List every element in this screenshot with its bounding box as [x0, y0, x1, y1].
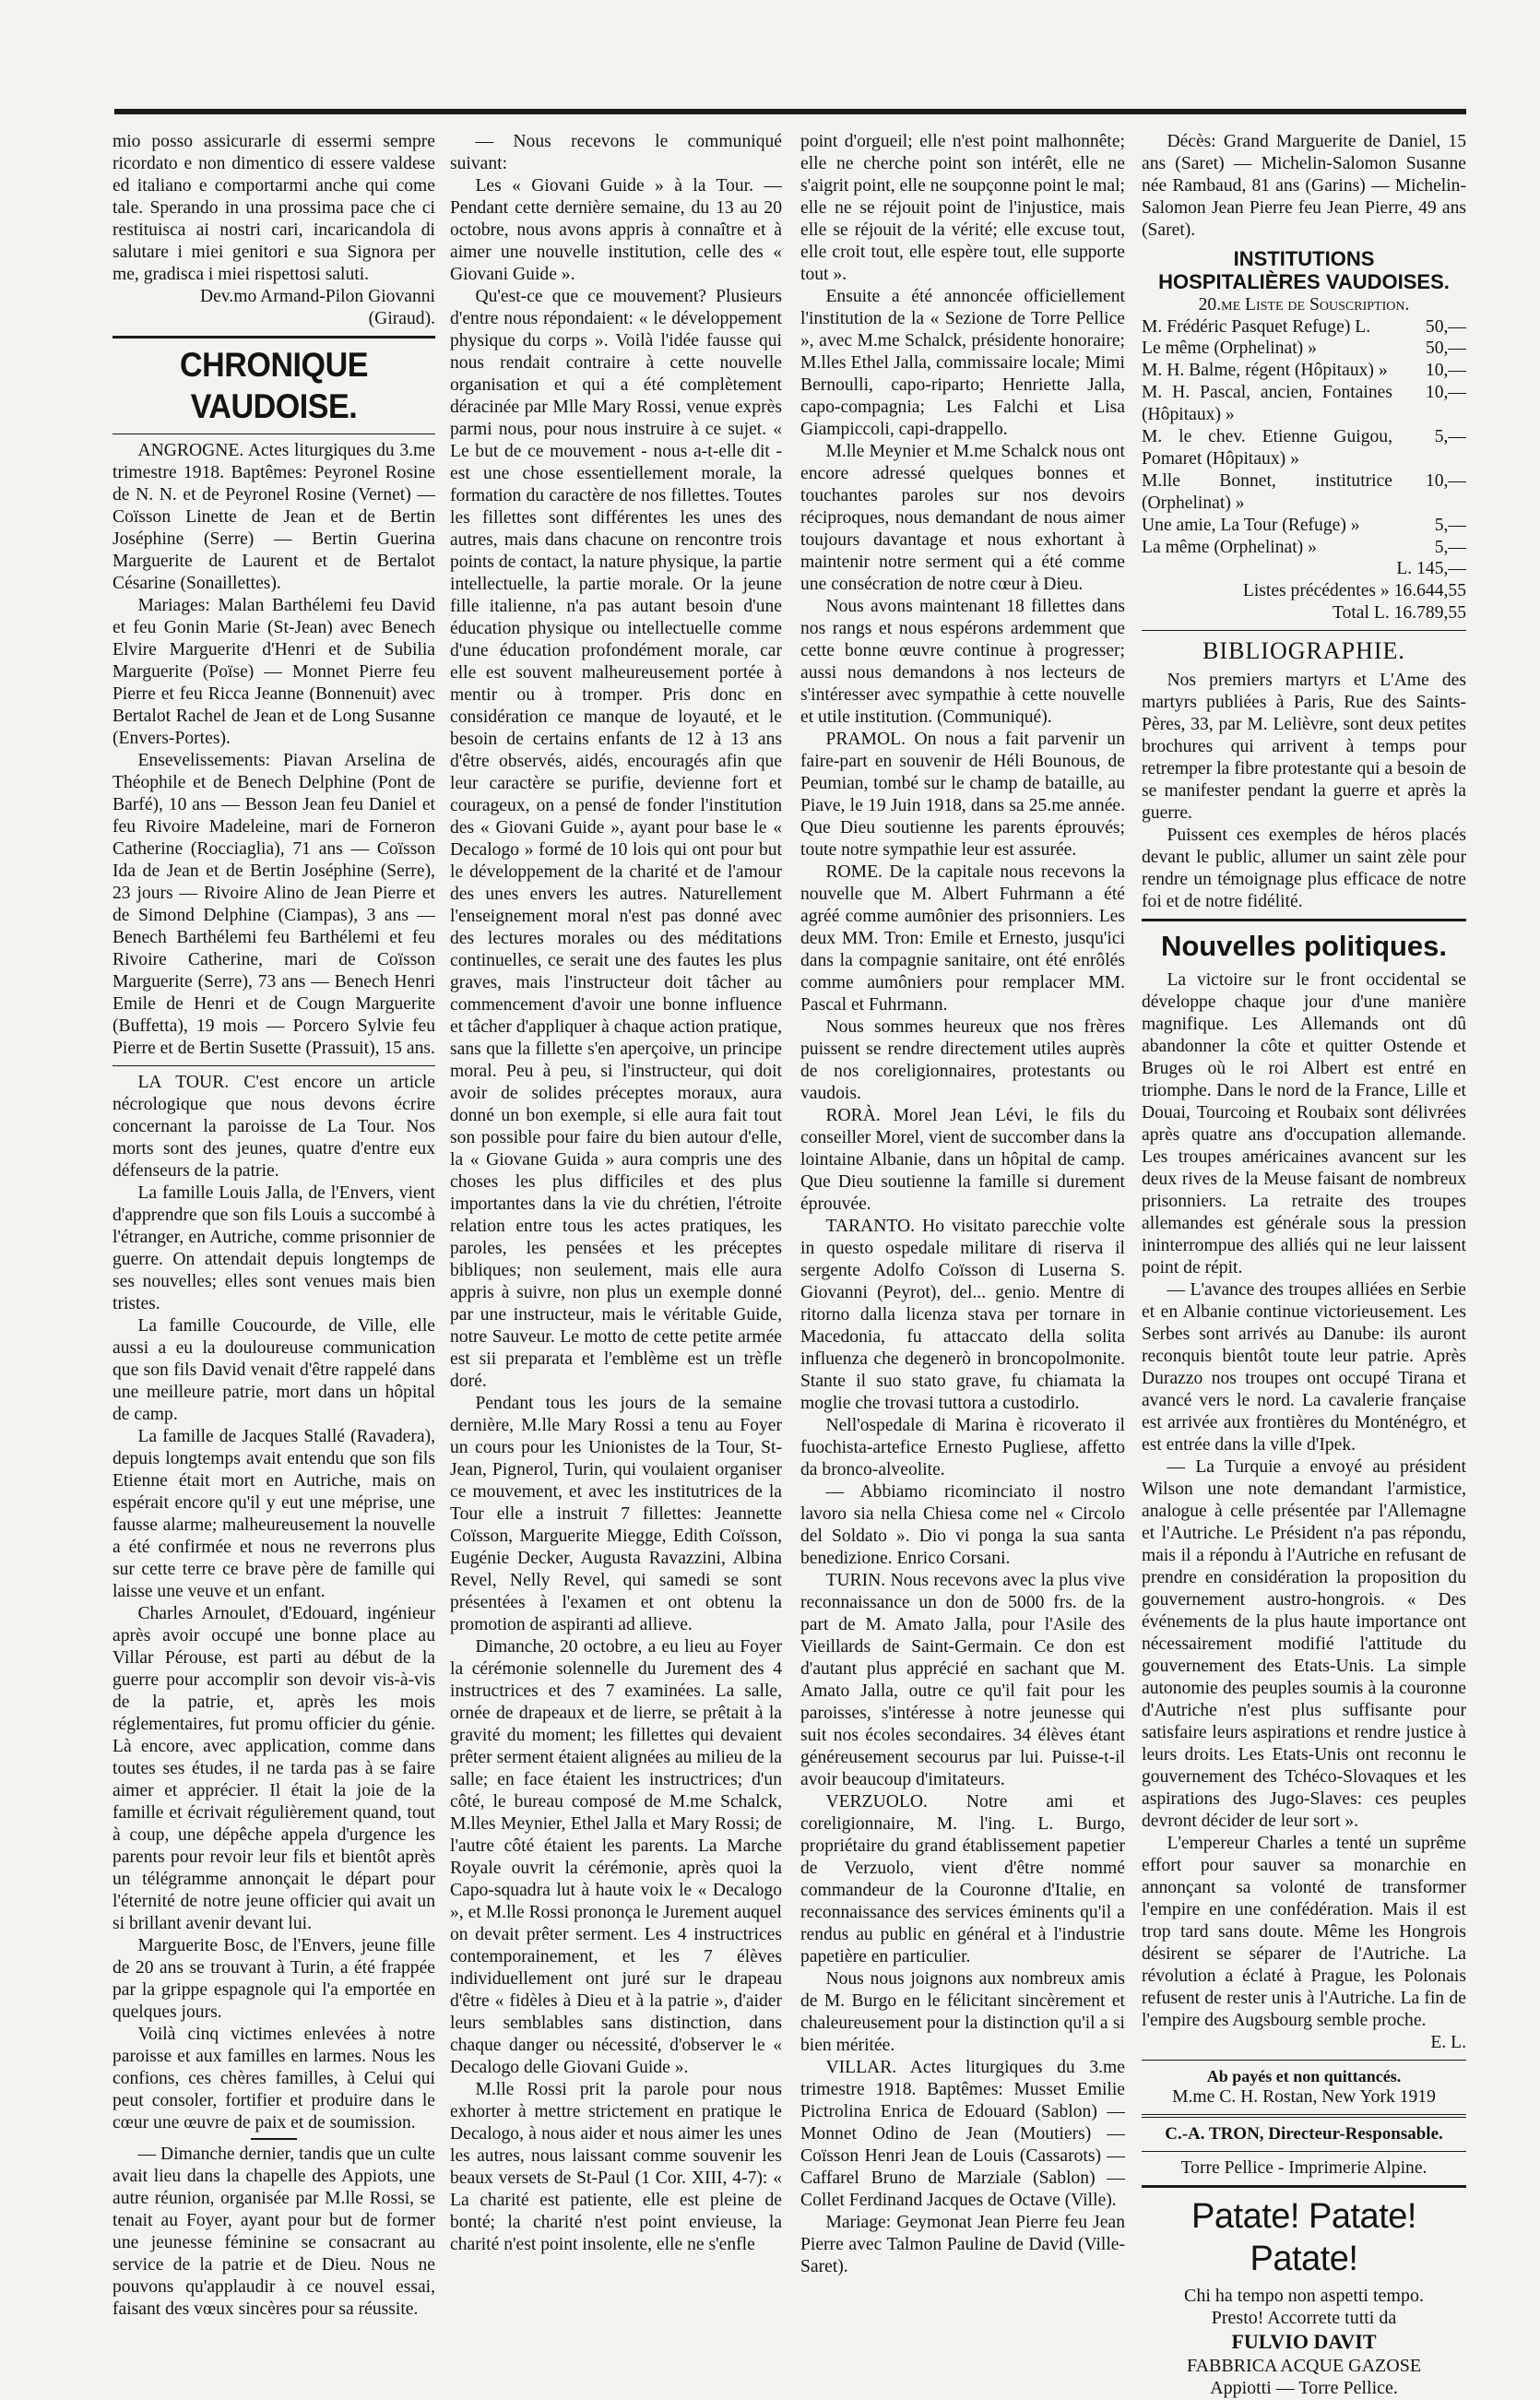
- article-paragraph: — Dimanche dernier, tandis que un culte avait lieu dans la chapelle des Appiots, une autre réunion, organisée par M.lle Rossi, se tenait au Foyer, ayant pour but de former une jeunesse féminine se consacrant au service de la patrie et de Dieu. Nous ne pouvons qu'applaudir à ce nouvel essai, faisant des vœux sincères pour sa réussite.: [113, 2144, 435, 2319]
- article-paragraph: La famille Louis Jalla, de l'Envers, vient d'apprendre que son fils Louis a succombé à l'étranger, en Autriche, comme prisonnier de guerre. On attendait depuis longtemps de ses nouvelles; elles sont venues mais bien tristes.: [113, 1182, 435, 1313]
- article-paragraph: PRAMOL. On nous a fait parvenir un faire-part en souvenir de Héli Bounous, de Peumian, tombé sur le champ de bataille, au Piave, le 19 Juin 1918, dans sa 25.me année. Que Dieu soutienne les parents éprouvés; toute notre sympathie leur est assurée.: [800, 730, 1125, 860]
- divider: [1142, 2060, 1466, 2061]
- divider: [113, 1065, 435, 1066]
- subscription-row: M. le chev. Etienne Guigou, Pomaret (Hôpitaux) » 5,—: [1142, 427, 1466, 469]
- grand-total: Total L. 16.789,55: [1332, 603, 1466, 624]
- article-paragraph: Ensevelissements: Piavan Arselina de Théophile et de Benech Delphine (Pont de Barfé), 10 ans — Besson Jean feu Daniel et feu Rivoire Madeleine, mari de Forneron Catherine (Rocciaglia), 71 ans — Coïsson Ida de Jean et de Bertin Joséphine (Serre), 23 jours — Rivoire Alino de Jean Pierre et de Simond Delphine (Ciampas), 3 ans — Benech Barthélemi feu Barthélemi et feu Rivoire Catherine, mari de Coïsson Marguerite (Serre), 73 ans — Benech Henri Emile de Henri et de Cougn Marguerite (Buffetta), 19 mois — Porcero Sylvie feu Pierre et de Bertin Susette (Prassuit), 15 ans.: [113, 750, 435, 1058]
- article-paragraph: Charles Arnoulet, d'Edouard, ingénieur après avoir occupé une bonne place au Villar Pérouse, est parti au début de la guerre pour accomplir son devoir vis-à-vis de la patrie, et, après les mois réglementaires, fut promu officier du génie. Là encore, avec application, comme dans toutes ses études, il ne tarda pas à se faire aimer et apprécier. Il était la joie de la famille et écrivait régulièrement quand, tout à coup, une dépêche appela d'urgence les parents pour revoir leur fils et bientôt après un télégramme annonçait le départ pour l'éternité de notre jeune officier qui avait un si brillant avenir devant lui.: [113, 1603, 435, 1933]
- article-paragraph: Nous sommes heureux que nos frères puissent se rendre directement utiles auprès de nos coreligionnaires, protestants ou vaudois.: [800, 1017, 1125, 1103]
- news-signature: E. L.: [1430, 2033, 1466, 2053]
- column-1: [113, 131, 435, 2321]
- column-3: [800, 131, 1125, 2278]
- subtotal: L. 145,—: [1396, 559, 1466, 579]
- subscription-row: M.lle Bonnet, institutrice (Orphelinat) » 10,—: [1142, 470, 1466, 513]
- article-paragraph: — Abbiamo ricominciato il nostro lavoro sia nella Chiesa come nel « Circolo del Soldato ». Dio vi ponga la sua santa benedizione. Enrico Corsani.: [800, 1482, 1125, 1568]
- ad-name: FULVIO DAVIT: [1231, 2329, 1377, 2353]
- subscription-list-title: 20.me Liste de Souscription.: [1198, 294, 1410, 315]
- subscription-row: Le même (Orphelinat) » 50,—: [1142, 339, 1466, 359]
- article-paragraph: M.lle Meynier et M.me Schalck nous ont encore adressé quelques bonnes et touchantes paroles sur nos devoirs réciproques, nous demandant de nous aimer toujours davantage et nous exhortant à maintenir notre serment qui a été comme une consécration de notre cœur à Dieu.: [800, 442, 1125, 594]
- divider: [1142, 2185, 1466, 2188]
- top-rule: [114, 109, 1466, 114]
- article-paragraph: Marguerite Bosc, de l'Envers, jeune fille de 20 ans se trouvant à Turin, a été frappée par la grippe espagnole qui l'a emportée en quelques jours.: [113, 1935, 435, 2022]
- institutions-title-line2: HOSPITALIÈRES VAUDOISES.: [1158, 270, 1450, 294]
- ab-line: M.me C. H. Rostan, New York 1919: [1172, 2087, 1436, 2108]
- ab-title: Ab payés et non quittancés.: [1206, 2067, 1402, 2086]
- article-paragraph: VERZUOLO. Notre ami et coreligionnaire, M. l'ing. L. Burgo, propriétaire du grand établissement papetier de Verzuolo, vient d'être nommé commandeur de la Couronne d'Italie, en reconnaissance des services éminents qu'il a rendus au public en général et à l'industrie papetière en particulier.: [800, 1792, 1125, 1966]
- ad-line: Chi ha tempo non aspetti tempo.: [1184, 2285, 1424, 2306]
- bib-paragraph: Puissent ces exemples de héros placés devant le public, allumer un saint zèle pour rendre un témoignage plus efficace de notre foi et de notre fidélité.: [1142, 826, 1466, 912]
- subscription-list: [1142, 316, 1466, 559]
- article-paragraph: TARANTO. Ho visitato parecchie volte in questo ospedale militare di riserva il sergente Adolfo Coïsson di Luserna S. Giovanni (Peyrot), del... genio. Mentre di ritorno dalla licenza stava per tornare in Macedonia, fu attaccato della solita influenza che degenerò in broncopolmonite. Stante il suo stato grave, fu chiamata la moglie che trovasi tuttora a custodirlo.: [800, 1217, 1125, 1413]
- short-separator: [251, 2138, 297, 2140]
- article-paragraph: ROME. De la capitale nous recevons la nouvelle que M. Albert Fuhrmann a été agréé comme aumônier des prisonniers. Les deux MM. Tron: Emile et Ernesto, jusqu'ici dans la compagnie sanitaire, ont été enrôlés comme aumôniers pour remplacer MM. Pascal et Fuhrmann.: [800, 862, 1125, 1015]
- article-paragraph: La famille de Jacques Stallé (Ravadera), depuis longtemps avait entendu que son fils Etienne était mort en Autriche, mais on espérait encore qu'il y eut une méprise, une fausse alarme; malheureusement la nouvelle a été confirmée et nous ne reverrons plus sur cette terre ce brave père de famille qui laisse une veuve et un enfant.: [113, 1426, 435, 1601]
- deces-paragraph: Décès: Grand Marguerite de Daniel, 15 ans (Saret) — Michelin-Salomon Susanne née Rambaud, 81 ans (Garins) — Michelin-Salomon Jean Pierre feu Jean Pierre, 49 ans (Saret).: [1142, 132, 1466, 240]
- director-line: C.-A. TRON, Directeur-Responsable.: [1165, 2124, 1443, 2145]
- article-paragraph: Qu'est-ce que ce mouvement? Plusieurs d'entre nous répondaient: « le développement physique du corps ». Voilà l'idée fausse qui nous rendait contraire à cette nouvelle organisation et qui a été complètement déracinée par Mlle Mary Rossi, venue exprès parmi nous, pour nous instruire à ce sujet. « Le but de ce mouvement - nous a-t-elle dit - est une chose essentiellement morale, la formation du caractère de nos fillettes. Toutes les fillettes sont différentes les unes des autres, mais dans chacune on rencontre trois points de contact, la nature physique, la partie intellectuelle, la partie morale. Or la jeune fille italienne, n'a pas autant besoin d'une éducation physique ou intellectuelle comme d'une éducation profondément morale, car elle est souvent malheureusement portée à mentir ou à tromper. Pris donc en considération ce manque de loyauté, et le besoin de certains enfants de 12 à 13 ans d'être observés, aidés, encouragés afin que leur caractère se purifie, devienne fort et courageux, on a pensé de fonder l'institution des « Giovani Guide », ayant pour base le « Decalogo » formé de 10 lois qui ont pour but le développement de la charité et de l'amour des unes envers les autres. Naturellement l'enseignement moral n'est pas donné avec des lectures morales ou des méditations continuelles, ce serait une des fautes les plus graves, mais l'instructeur doit tâcher au commencement d'avoir une bonne influence et tâcher d'appliquer à chaque action pratique, sans que la fillette s'en aperçoive, un principe moral. Peu à peu, si l'instructeur, qui doit avoir de solides préceptes moraux, aura donné un bon exemple, si elle aura fait tout son possible pour faire du bien autour d'elle, la « Giovane Guida » aura compris une des choses les plus difficiles et des plus importantes dans la vie du chrétien, l'étroite relation entre tous les actes pratiques, les paroles, les pensées et les préceptes bibliques; non seulement, mais elle aura appris à suivre, non plus un exemple donné par une instructeur, mais le véritable Guide, notre Sauveur. Le motto de cette petite armée est sii preparata et l'emblème est un trèfle doré.: [450, 287, 782, 1391]
- subscription-row: M. H. Balme, régent (Hôpitaux) » 10,—: [1142, 361, 1466, 381]
- article-paragraph: Nous avons maintenant 18 fillettes dans nos rangs et nous espérons ardemment que cette bonne œuvre continue à progresser; aussi nous demandons à nos lecteurs de s'intéresser avec sympathie à cette nouvelle et utile institution. (Communiqué).: [800, 597, 1125, 727]
- divider: [1142, 630, 1466, 631]
- divider: [1142, 2114, 1466, 2118]
- divider: [1142, 2151, 1466, 2152]
- article-paragraph: VILLAR. Actes liturgiques du 3.me trimestre 1918. Baptêmes: Musset Emilie Pictrolina Enrica de Edouard (Sablon) — Monnet Odino de Jean (Moutiers) — Coïsson Henri Jean de Louis (Cassarots) — Caffarel Bruno de Marziale (Sablon) — Collet Ferdinand Jacques de Octave (Ville).: [800, 2058, 1125, 2210]
- subscription-row: La même (Orphelinat) » 5,—: [1142, 537, 1466, 557]
- institutions-title-line1: INSTITUTIONS: [1233, 247, 1375, 270]
- article-paragraph: Mariages: Malan Barthélemi feu David et feu Gonin Marie (St-Jean) avec Benech Elvire Marguerite d'Henri et de Subilia Marguerite (Poïse) — Monnet Pierre feu Pierre et feu Ricca Jeanne (Bonnenuit) avec Bertalot Rachel de Jean et de Long Susanne (Envers-Portes).: [113, 595, 435, 748]
- article-paragraph: ANGROGNE. Actes liturgiques du 3.me trimestre 1918. Baptêmes: Peyronel Rosine de N. N. et de Peyronel Rosine (Vernet) — Coïsson Linette de Jean et de Bertin Joséphine (Serre) — Bertin Guerina Marguerite de Laurent et de Bertalot Césarine (Sonaillettes).: [113, 440, 435, 593]
- chronique-heading: CHRONIQUE VAUDOISE.: [180, 346, 368, 426]
- article-paragraph: Ensuite a été annoncée officiellement l'institution de la « Sezione de Torre Pellice », avec M.me Schalck, présidente honoraire; M.lles Ethel Jalla, commissaire locale; Mimi Bernoulli, capo-riparto; Henriette Jalla, capo-compagnia; Les Falchi et Lisa Giampiccoli, capi-drappello.: [800, 287, 1125, 439]
- article-paragraph: Voilà cinq victimes enlevées à notre paroisse et aux familles en larmes. Nous les confions, ces chères familles, à Celui qui peut consoler, fortifier et produire dans le cœur une œuvre de paix et de soumission.: [113, 2024, 435, 2133]
- news-paragraph: — L'avance des troupes alliées en Serbie et en Albanie continue victorieusement. Les Serbes sont arrivés au Danube: ils auront reconquis bientôt toute leur patrie. Après Durazzo nos troupes ont occupé Tirana et avancé vers le nord. La cavalerie française est arrivée aux frontières du Monténégro, et est entrée dans la ville d'Ipek.: [1142, 1280, 1466, 1455]
- news-paragraph: — La Turquie a envoyé au président Wilson une note demandant l'armistice, analogue à celle présentée par l'Allemagne et l'Autriche. Le Président n'a pas répondu, mais il a répondu à l'Autriche en refusant de prendre en considération la proposition du gouvernement austro-hongrois. « Des événements de la plus haute importance ont nécessairement modifié l'attitude du gouvernement des Etats-Unis. La simple autonomie des peuples soumis à la couronne d'Autriche n'est plus suffisante pour satisfaire leurs aspirations et rendre justice à leurs droits. Les Etats-Unis ont reconnu le gouvernement des Tchéco-Slovaques et les aspirations des Jugo-Slaves: ces peuples devront décider de leur sort ».: [1142, 1457, 1466, 1832]
- subscription-row: M. Frédéric Pasquet Refuge) L. 50,—: [1142, 316, 1466, 337]
- article-paragraph: Pendant tous les jours de la semaine dernière, M.lle Mary Rossi a tenu au Foyer un cours pour les Unionistes de la Tour, St-Jean, Pignerol, Turin, qui voulaient organiser ce mouvement, et avec les institutrices de la Tour elle a instruit 7 fillettes: Jeannette Coïsson, Marguerite Miegge, Edith Coïsson, Eugénie Decker, Augusta Ravazzini, Albina Revel, Nelly Revel, qui samedi se sont présentées à l'examen et ont obtenu la promotion de aspiranti ad allieve.: [450, 1394, 782, 1634]
- article-paragraph: point d'orgueil; elle n'est point malhonnête; elle ne cherche point son intérêt, elle ne s'aigrit point, elle ne soupçonne point le mal; elle ne se réjouit point de l'injustice, mais elle se réjouit de la vérité; elle excuse tout, elle croit tout, elle espère tout, elle supporte tout ».: [800, 132, 1125, 284]
- letter-ending: mio posso assicurarle di essermi sempre ricordato e non dimentico di essere valdese ed italiano e comportarmi anche qui come tale. Sperando in una prossima pace che ci restituisca ai nostri cari, incaricandola di salutare i miei genitori e sua Signora per me, gradisca i miei rispettosi saluti.: [113, 132, 435, 284]
- article-paragraph: LA TOUR. C'est encore un article nécrologique que nous devons écrire concernant la paroisse de La Tour. Nos morts sont des jeunes, quatre d'entre eux défenseurs de la patrie.: [113, 1072, 435, 1181]
- letter-signature: Dev.mo Armand-Pilon Giovanni: [199, 287, 435, 306]
- article-paragraph: Mariage: Geymonat Jean Pierre feu Jean Pierre avec Talmon Pauline de David (Ville-Saret).: [800, 2213, 1125, 2276]
- article-paragraph: RORÀ. Morel Jean Lévi, le fils du conseiller Morel, vient de succomber dans la lointaine Albanie, dans un hôpital de camp. Que Dieu soutienne la famille si durement éprouvée.: [800, 1106, 1125, 1214]
- article-paragraph: Nous nous joignons aux nombreux amis de M. Burgo en le félicitant sincèrement et chaleureusement pour la distinction qu'il a si bien méritée.: [800, 1969, 1125, 2055]
- article-paragraph: M.lle Rossi prit la parole pour nous exhorter à mettre strictement en pratique le Decalogo, à nous aider et nous aimer les unes les autres, nous laissant comme souvenir les beaux versets de St-Paul (1 Cor. XIII, 4-7): « La charité est patiente, elle est pleine de bonté; la charité n'est point envieuse, la charité n'est point insolente, elle ne s'enfle: [450, 2080, 782, 2254]
- news-paragraph: L'empereur Charles a tenté un suprême effort pour sauver sa monarchie en annonçant sa volonté de transformer l'empire en une confédération. Mais il est trop tard sans doute. Même les Hongrois désirent se séparer de l'Autriche. La révolution a éclaté à Prague, les Polonais refusent de rester unis à l'Autriche. La fin de l'empire des Augsbourg semble proche.: [1142, 1834, 1466, 2031]
- column-2: [450, 131, 782, 2256]
- ad-headline: Patate! Patate! Patate!: [1191, 2196, 1416, 2279]
- bib-paragraph: Nos premiers martyrs et L'Ame des martyrs publiées à Paris, Rue des Saints-Pères, 33, par M. Lelièvre, sont deux petites brochures qui arrivent à temps pour retremper la fibre protestante qui a besoin de se manifester pendant la guerre et après la guerre.: [1142, 671, 1466, 824]
- institutions-heading: [1142, 247, 1466, 294]
- article-paragraph: Dimanche, 20 octobre, a eu lieu au Foyer la cérémonie solennelle du Jurement des 4 instructrices et des 7 examinées. La salle, ornée de drapeaux et de lierre, se prêtait à la gravité du moment; les fillettes qui devaient prêter serment étaient alignées au milieu de la salle; en face étaient les instructrices; d'un côté, le bureau composé de M.me Schalck, M.lles Meynier, Ethel Jalla et Mary Rossi; de l'autre côté étaient les parents. La Marche Royale ouvrit la cérémonie, après quoi la Capo-squadra lut à haute voix le « Decalogo », et M.lle Rossi prononça le Jurement auquel on devait prêter serment. Les 4 instructrices contemporainement, et les 7 élèves individuellement ont juré sur le drapeau d'être « fidèles à Dieu et à la patrie », d'aider leurs semblables sans distinction, dans chaque danger ou nécessité, d'observer le « Decalogo delle Giovani Guide ».: [450, 1637, 782, 2077]
- article-paragraph: Nell'ospedale di Marina è ricoverato il fuochista-artefice Ernesto Pugliese, affetto da bronco-alveolite.: [800, 1416, 1125, 1479]
- letter-signature-place: (Giraud).: [368, 309, 435, 328]
- ad-address: Appiotti — Torre Pellice.: [1210, 2378, 1398, 2399]
- article-paragraph: Les « Giovani Guide » à la Tour. — Pendant cette dernière semaine, du 13 au 20 octobre, nous avons appris à connaître et à aimer une nouvelle institution, celle des « Giovani Guide ».: [450, 176, 782, 284]
- column-4: [1142, 131, 1466, 2400]
- divider: [1142, 919, 1466, 921]
- ad-business: FABBRICA ACQUE GAZOSE: [1186, 2355, 1422, 2376]
- printer-line: Torre Pellice - Imprimerie Alpine.: [1180, 2157, 1427, 2178]
- subscription-row: M. H. Pascal, ancien, Fontaines (Hôpitaux) » 10,—: [1142, 383, 1466, 425]
- news-paragraph: La victoire sur le front occidental se développe chaque jour d'une manière magnifique. Les Allemands ont dû abandonner la côte et quitter Ostende et Bruges où le roi Albert est entré en triomphe. Dans le nord de la France, Lille et Douai, Tourcoing et Roubaix sont délivrées après quatre ans d'occupation allemande. Les troupes américaines avancent sur les deux rives de la Meuse faisant de nombreux prisonniers. La retraite des troupes allemandes est générale sous la pression ininterrompue des alliés qui ne leur laissent point de répit.: [1142, 970, 1466, 1278]
- article-paragraph: TURIN. Nous recevons avec la plus vive reconnaissance un don de 5000 frs. de la part de M. Amato Jalla, pour l'Asile des Vieillards de Saint-Germain. Ce don est d'autant plus apprécié en sachant que M. Amato Jalla, outre ce qu'il fait pour les paroisses, s'intéresse à notre jeunesse qui suit nos écoles secondaires. 34 élèves étant généreusement secourus par lui. Puisse-t-il avoir beaucoup d'imitateurs.: [800, 1571, 1125, 1789]
- nouvelles-heading: Nouvelles politiques.: [1160, 930, 1448, 963]
- ad-line: Presto! Accorrete tutti da: [1211, 2308, 1397, 2329]
- bibliographie-heading: BIBLIOGRAPHIE.: [1202, 637, 1405, 665]
- article-paragraph: — Nous recevons le communiqué suivant:: [450, 132, 782, 173]
- article-paragraph: La famille Coucourde, de Ville, elle aussi a eu la douloureuse communication que son fils David venait d'être rappelé dans une meilleure patrie, mort dans un hôpital de camp.: [113, 1315, 435, 1424]
- subscription-row: Une amie, La Tour (Refuge) » 5,—: [1142, 515, 1466, 535]
- divider: [113, 336, 435, 339]
- previous-lists: Listes précédentes » 16.644,55: [1242, 581, 1466, 601]
